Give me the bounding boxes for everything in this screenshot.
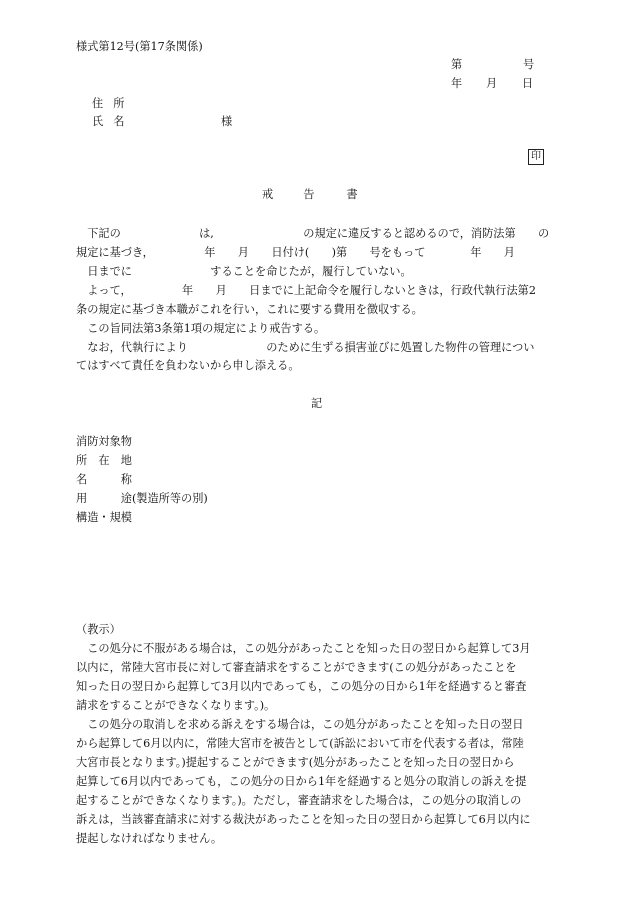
document-number-unit: 号 xyxy=(523,58,535,71)
document-number-label: 第 xyxy=(451,58,463,71)
title-char-3: 書 xyxy=(346,188,358,201)
notice-line: 起することができなくなります。)。ただし，審査請求をした場合は，この処分の取消しの xyxy=(76,794,522,807)
notice-heading: （教示） xyxy=(76,623,121,636)
title-char-2: 告 xyxy=(303,188,315,201)
body-line: 日までに することを命じたが，履行していない。 xyxy=(76,265,412,278)
body-line: てはすべて責任を負わないから申し添える。 xyxy=(76,359,300,372)
body-line: 条の規定に基づき本職がこれを行い，これに要する費用を徴収する。 xyxy=(76,303,423,316)
notice-line: この処分の取消しを求める訴えをする場合は，この処分があったことを知った日の翌日 xyxy=(76,718,524,731)
document-title xyxy=(262,187,358,203)
field-label-location: 所 在 地 xyxy=(76,454,132,467)
field-label-fire-target: 消防対象物 xyxy=(76,435,132,448)
honorific-label: 様 xyxy=(221,115,233,128)
notice-line: 以内に，常陸大宮市長に対して審査請求をすることができます(この処分があったことを xyxy=(76,661,517,674)
body-line: 規定に基づき， 年 月 日付け( )第 号をもって 年 月 xyxy=(76,246,515,259)
body-line: よって， 年 月 日までに上記命令を履行しないときは，行政代執行法第2 xyxy=(76,284,536,297)
notice-line: から起算して6月以内に，常陸大宮市を被告として(訴訟において市を代表する者は，常陸 xyxy=(76,737,524,750)
record-heading: 記 xyxy=(311,397,323,410)
form-number: 様式第12号(第17条関係) xyxy=(76,40,203,53)
field-label-name: 名 称 xyxy=(76,473,132,486)
seal-stamp-icon: 印 xyxy=(528,149,544,165)
notice-line: 請求をすることができなくなります。)。 xyxy=(76,699,276,712)
title-char-1: 戒 xyxy=(262,188,274,201)
date-day-label: 日 xyxy=(522,77,534,90)
notice-line: 知った日の翌日から起算して3月以内であっても，この処分の日から1年を経過すると審査 xyxy=(76,680,527,693)
date-month-label: 月 xyxy=(486,77,498,90)
notice-line: 大宮市長となります。)提起することができます(処分があったことを知った日の翌日から xyxy=(76,756,515,769)
field-label-usage: 用 途(製造所等の別) xyxy=(76,492,208,505)
field-label-structure: 構造・規模 xyxy=(76,511,132,524)
body-line: この旨同法第3条第1項の規定により戒告する。 xyxy=(76,322,326,335)
notice-line: 訴えは，当該審査請求に対する裁決があったことを知った日の翌日から起算して6月以内に xyxy=(76,813,531,826)
notice-line: 提起しなければなりません。 xyxy=(76,832,223,845)
body-line: なお，代執行により のために生ずる損害並びに処置した物件の管理につい xyxy=(76,341,535,354)
recipient-address-label: 住所 xyxy=(92,97,135,110)
date-year-label: 年 xyxy=(451,77,463,90)
notice-line: この処分に不服がある場合は，この処分があったことを知った日の翌日から起算して3月 xyxy=(76,642,531,655)
notice-line: 起算して6月以内であっても，この処分の日から1年を経過すると処分の取消しの訴えを提 xyxy=(76,775,527,788)
recipient-name-label: 氏名 xyxy=(92,115,135,128)
body-line: 下記の は, の規定に違反すると認めるので，消防法第 の xyxy=(76,227,550,240)
